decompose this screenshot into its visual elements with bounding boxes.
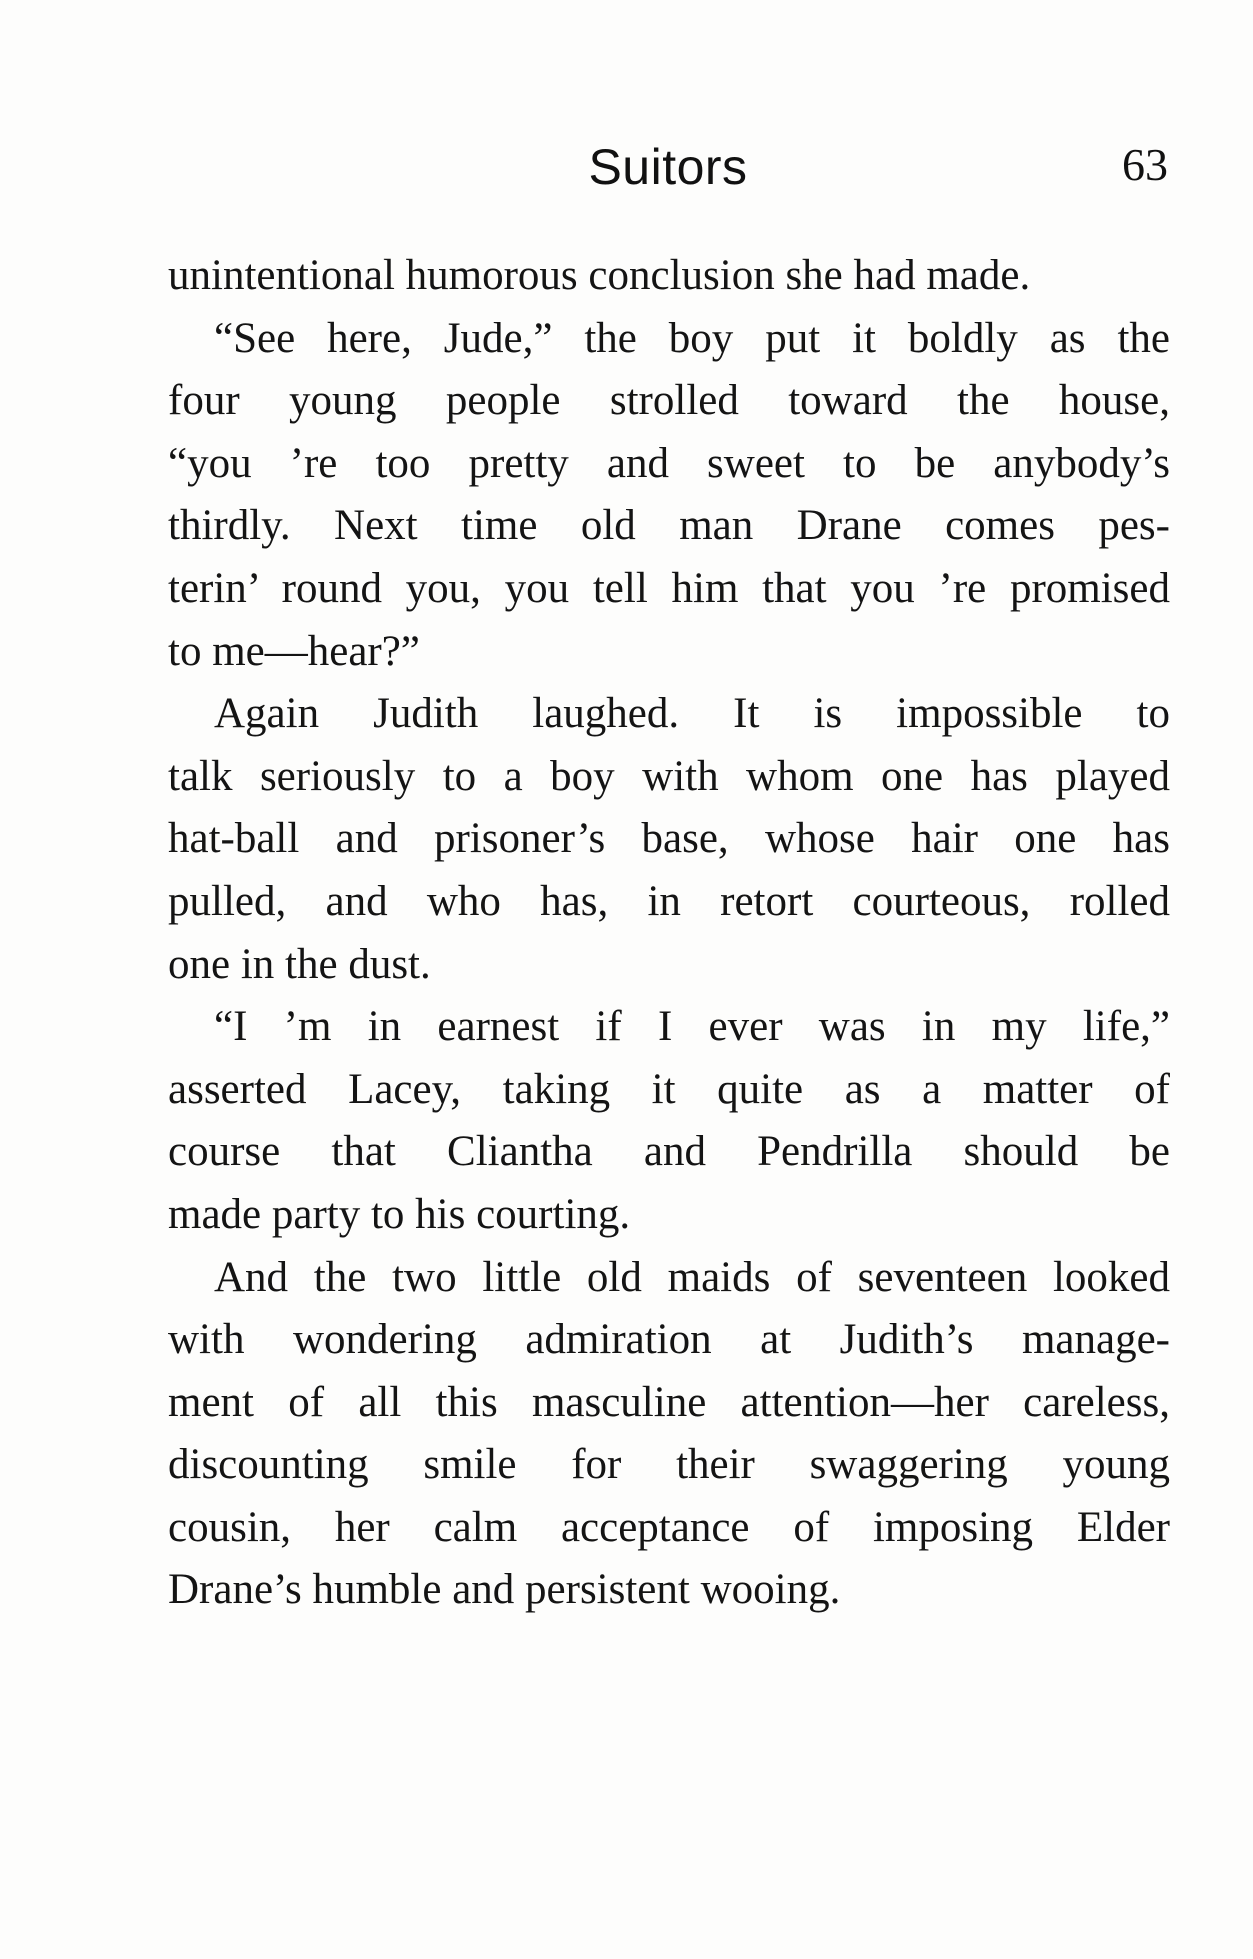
text-line: with wondering admiration at Judith’s manage- bbox=[168, 1316, 1170, 1364]
text-line: pulled, and who has, in retort courteous, rolled bbox=[168, 877, 1170, 925]
text-line: thirdly. Next time old man Drane comes pes- bbox=[168, 502, 1170, 550]
text-line: four young people strolled toward the house, bbox=[168, 377, 1170, 425]
text-line: “See here, Jude,” the boy put it boldly as the bbox=[214, 314, 1170, 362]
running-head bbox=[168, 138, 1168, 198]
text-line: Again Judith laughed. It is impossible to bbox=[214, 690, 1170, 738]
text-line: made party to his courting. bbox=[168, 1190, 631, 1238]
paragraph bbox=[168, 1247, 1170, 1623]
text-line: asserted Lacey, taking it quite as a matter of bbox=[168, 1065, 1170, 1113]
text-line: “I ’m in earnest if I ever was in my life,” bbox=[214, 1003, 1170, 1051]
text-line: “you ’re too pretty and sweet to be anybody’s bbox=[168, 439, 1170, 487]
text-line: one in the dust. bbox=[168, 940, 431, 988]
page-number: 63 bbox=[1122, 139, 1168, 190]
text-line: Drane’s humble and persistent wooing. bbox=[168, 1566, 841, 1614]
text-line: unintentional humorous conclusion she had made. bbox=[168, 252, 1031, 299]
paragraph bbox=[168, 683, 1170, 996]
text-line: discounting smile for their swaggering young bbox=[168, 1441, 1170, 1489]
text-line: talk seriously to a boy with whom one has played bbox=[168, 752, 1170, 800]
chapter-title: Suitors bbox=[588, 139, 748, 195]
paragraph bbox=[168, 308, 1170, 684]
text-line: cousin, her calm acceptance of imposing Elder bbox=[168, 1503, 1170, 1551]
text-line: to me—hear?” bbox=[168, 627, 420, 675]
body-text bbox=[168, 245, 1170, 1622]
text-line: hat-ball and prisoner’s base, whose hair one has bbox=[168, 815, 1170, 863]
text-line: And the two little old maids of seventeen looked bbox=[214, 1253, 1170, 1301]
paragraph bbox=[168, 996, 1170, 1246]
text-line: terin’ round you, you tell him that you ’re promised bbox=[168, 564, 1170, 612]
text-line: ment of all this masculine attention—her careless, bbox=[168, 1378, 1170, 1426]
paragraph bbox=[168, 245, 1170, 308]
text-line: course that Cliantha and Pendrilla should be bbox=[168, 1128, 1170, 1176]
